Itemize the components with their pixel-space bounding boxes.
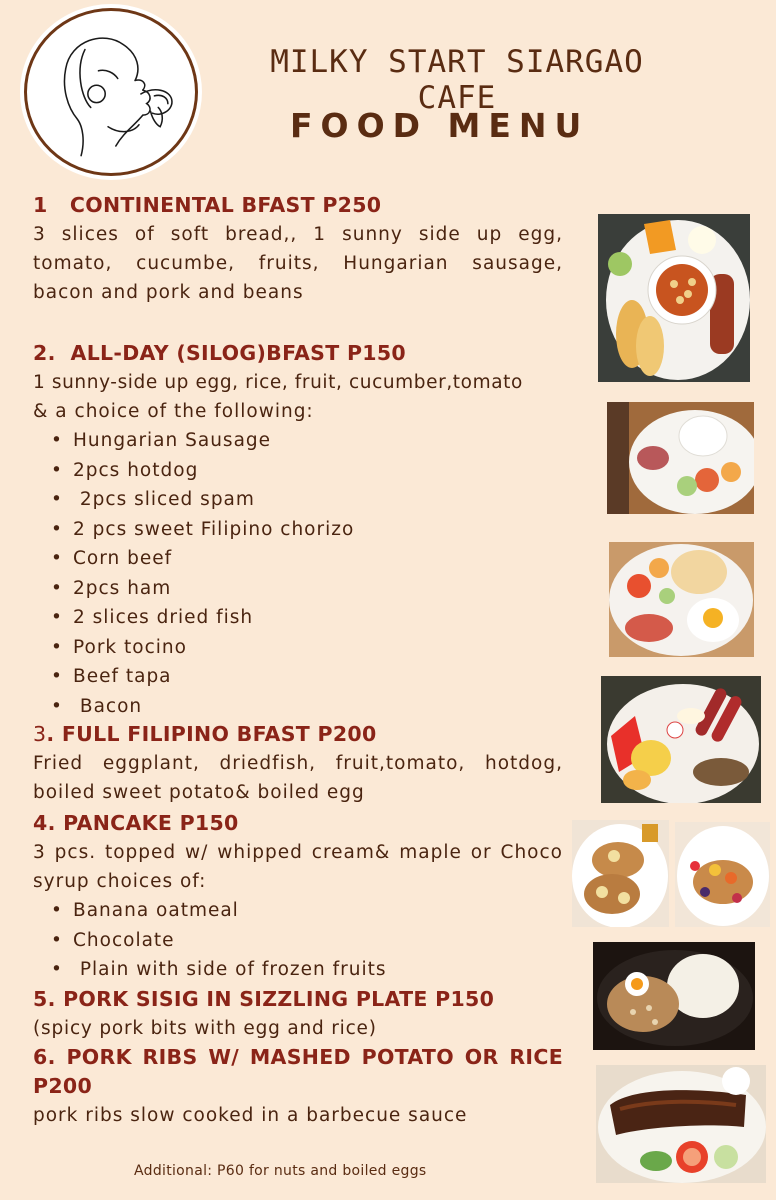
cafe-name: MILKY START SIARGAO CAFE [270,44,644,116]
item-description: 3 pcs. topped w/ whipped cream& maple or Choco syrup choices of: [33,842,563,892]
option-list [33,896,563,985]
list-item: • Pork tocino [51,633,563,663]
item-description: (spicy pork bits with egg and rice) [33,1018,377,1039]
menu-item-ribs [33,1043,563,1130]
item-title: 4. PANCAKE P150 [33,811,239,835]
list-item: • Corn beef [51,544,563,574]
item-description: Fried eggplant, driedfish, fruit,tomato, hotdog, boiled sweet potato& boiled egg [33,753,563,803]
menu-item-sisig [33,985,563,1043]
list-item: • Chocolate [51,926,563,956]
footer-note: Additional: P60 for nuts and boiled eggs [134,1163,427,1179]
list-item: • 2pcs hotdog [51,456,563,486]
item-description: pork ribs slow cooked in a barbecue sauce [33,1105,468,1126]
menu-item-pancake [33,809,563,985]
pork-ribs-photo [596,1065,766,1183]
list-item: • 2pcs ham [51,574,563,604]
item-title: 1 CONTINENTAL BFAST P250 [33,193,382,217]
list-item: • 2 pcs sweet Filipino chorizo [51,515,563,545]
silog-breakfast-photo-2 [609,542,754,657]
sisig-photo [593,942,755,1050]
menu-item-continental [33,191,563,307]
item-number: 3 [33,722,47,746]
list-item: • 2 slices dried fish [51,603,563,633]
list-item: • 2pcs sliced spam [51,485,563,515]
item-title [33,720,563,749]
cafe-logo [24,8,198,176]
list-item: • Banana oatmeal [51,896,563,926]
item-description: 3 slices of soft bread,, 1 sunny side up egg, tomato, cucumbe, fruits, Hungarian sausage, bacon and pork and beans [33,224,563,303]
filipino-breakfast-photo [601,676,761,803]
list-item: • Beef tapa [51,662,563,692]
menu-item-silog [33,339,563,721]
silog-breakfast-photo-1 [607,402,754,514]
option-list [33,426,563,721]
menu-item-filipino [33,720,563,807]
item-title: 6. PORK RIBS W/ MASHED POTATO OR RICE P200 [33,1045,563,1098]
list-item: • Plain with side of frozen fruits [51,955,563,985]
logo-face-drawing-icon [27,11,195,173]
list-item: • Bacon [51,692,563,722]
item-title: 2. ALL-DAY (SILOG)BFAST P150 [33,341,406,365]
continental-breakfast-photo [598,214,750,382]
list-item: • Hungarian Sausage [51,426,563,456]
item-description-line: & a choice of the following: [33,401,314,422]
item-title: 5. PORK SISIG IN SIZZLING PLATE P150 [33,987,495,1011]
menu-title: FOOD MENU [290,106,590,145]
item-description-line: 1 sunny-side up egg, rice, fruit, cucumber,tomato [33,372,523,393]
item-title-text: . FULL FILIPINO BFAST P200 [46,722,377,746]
pancake-photo-2 [675,822,770,927]
pancake-photo-1 [572,820,669,927]
